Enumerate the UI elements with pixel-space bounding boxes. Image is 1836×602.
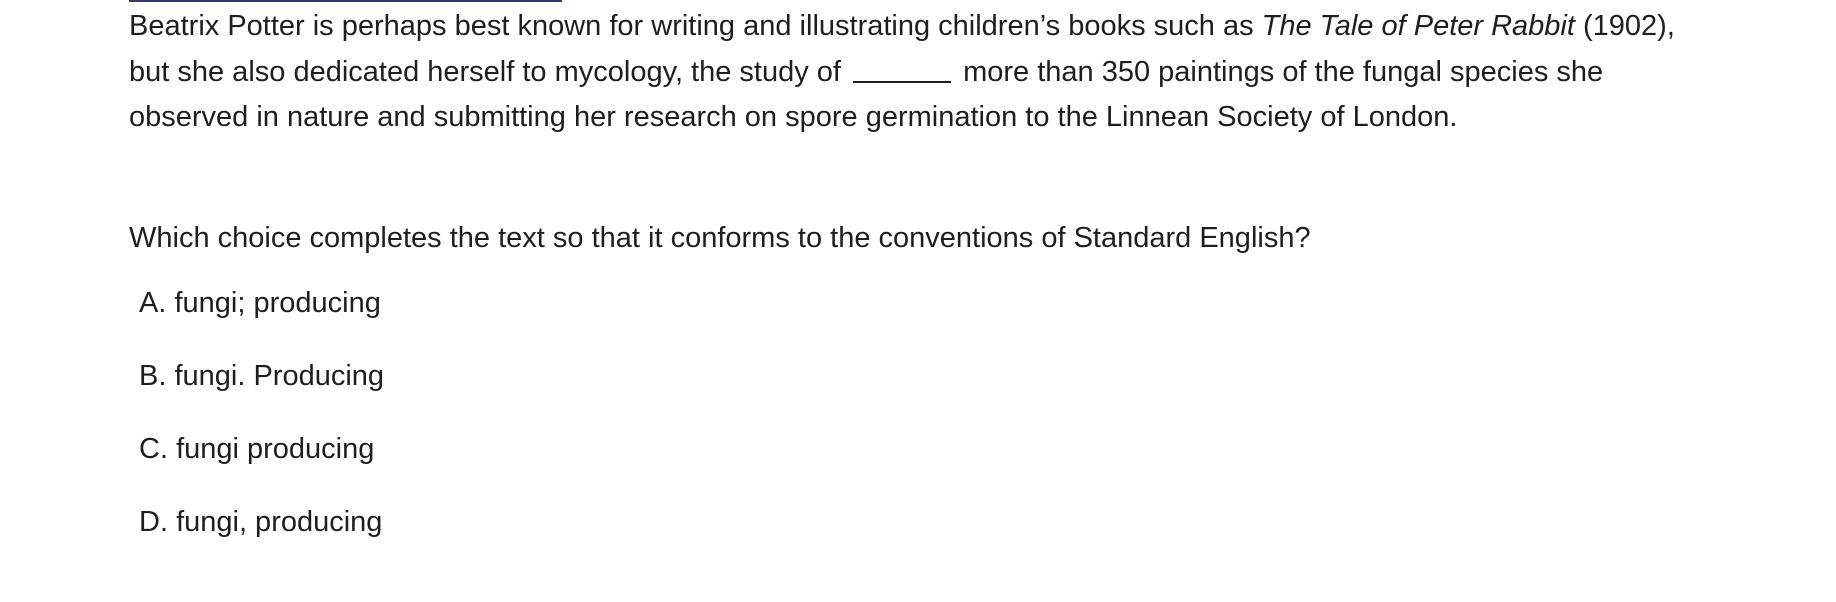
passage-part-2: (1902), but she also dedicated herself to mycology, the study of xyxy=(129,10,1675,88)
passage-part-3: more than 350 paintings of the fungal species she observed in nature and submitting her research on spore germination to the Linnean Society of London. xyxy=(129,56,1604,133)
choice-a[interactable] xyxy=(139,281,384,354)
choice-letter: B. xyxy=(139,360,167,392)
choice-text: fungi producing xyxy=(176,433,375,465)
answer-choices xyxy=(139,281,384,573)
passage-part-1: Beatrix Potter is perhaps best known for writing and illustrating children’s books such as xyxy=(129,10,1262,42)
passage-text xyxy=(129,4,1719,140)
choice-c[interactable] xyxy=(139,427,384,500)
choice-b[interactable] xyxy=(139,354,384,427)
answer-blank xyxy=(853,51,951,83)
choice-letter: D. xyxy=(139,506,168,538)
choice-d[interactable] xyxy=(139,500,384,573)
choice-text: fungi, producing xyxy=(176,506,383,538)
question-prompt: Which choice completes the text so that it conforms to the conventions of Standard English? xyxy=(129,222,1311,254)
book-title: The Tale of Peter Rabbit xyxy=(1261,10,1575,42)
choice-letter: A. xyxy=(139,287,167,319)
choice-text: fungi; producing xyxy=(174,287,381,319)
top-divider-rule xyxy=(129,0,562,2)
choice-letter: C. xyxy=(139,433,168,465)
choice-text: fungi. Producing xyxy=(174,360,385,392)
